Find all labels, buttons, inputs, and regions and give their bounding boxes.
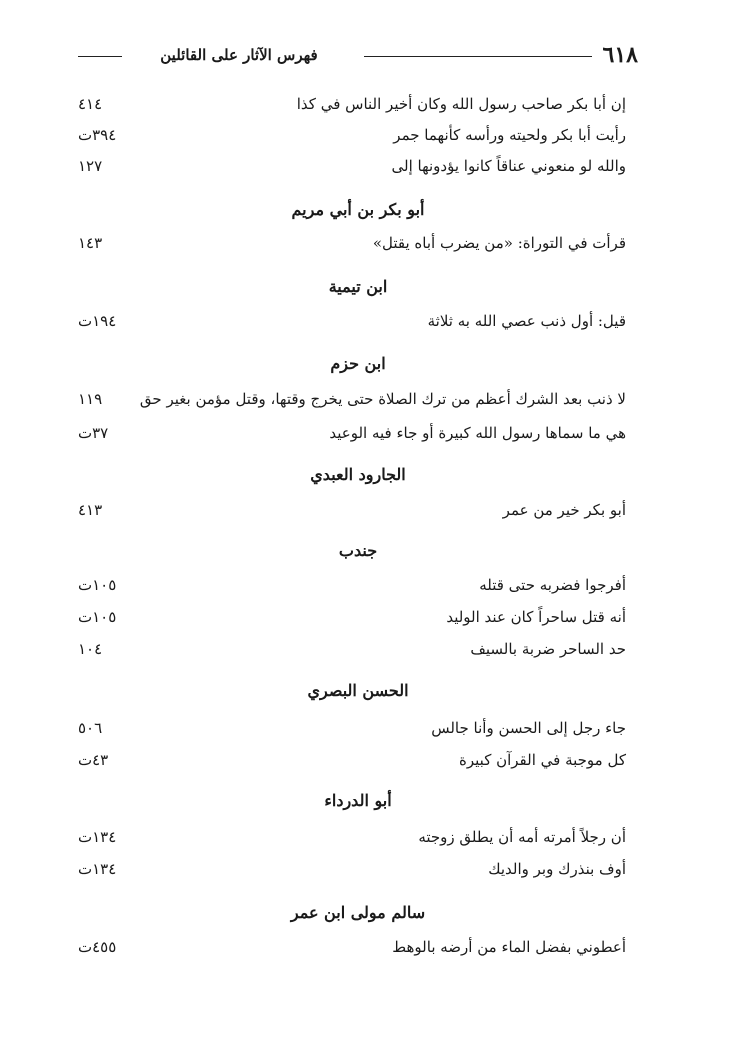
entry-text: أعطوني بفضل الماء من أرضه بالوهط <box>392 938 626 956</box>
index-entry <box>78 932 626 962</box>
speaker-heading: ابن حزم <box>330 354 386 373</box>
index-entry <box>78 120 626 150</box>
speaker-heading: سالم مولى ابن عمر <box>290 903 426 922</box>
entry-page-ref: ١٢٧ <box>78 157 103 175</box>
index-entry <box>78 745 626 775</box>
entry-page-ref: ١١٩ <box>78 390 103 408</box>
entry-page-ref: ١٣٤ت <box>78 828 117 846</box>
entry-text: هي ما سماها رسول الله كبيرة أو جاء فيه الوعيد <box>329 424 626 442</box>
entry-text: قيل: أول ذنب عصي الله به ثلاثة <box>427 312 626 330</box>
speaker-heading: أبو الدرداء <box>324 791 392 810</box>
header-rule-left <box>78 56 122 57</box>
index-entry <box>78 854 626 884</box>
header-rule-right <box>364 56 592 57</box>
entry-page-ref: ٣٩٤ت <box>78 126 117 144</box>
speaker-heading: أبو بكر بن أبي مريم <box>291 200 425 219</box>
index-entry <box>78 384 626 414</box>
entry-text: لا ذنب بعد الشرك أعظم من ترك الصلاة حتى يخرج وقتها، وقتل مؤمن بغير حق <box>139 390 626 408</box>
speaker-heading: الحسن البصري <box>307 681 409 700</box>
index-entry <box>78 89 626 119</box>
entry-text: جاء رجل إلى الحسن وأنا جالس <box>431 719 626 737</box>
index-entry <box>78 570 626 600</box>
entry-text: أن رجلاً أمرته أمه أن يطلق زوجته <box>418 828 626 846</box>
entry-text: أفرجوا فضربه حتى قتله <box>479 576 626 594</box>
index-entry <box>78 822 626 852</box>
entry-page-ref: ١٩٤ت <box>78 312 117 330</box>
speaker-heading: الجارود العبدي <box>310 465 406 484</box>
index-entry <box>78 713 626 743</box>
entry-text: أوف بنذرك وبر والديك <box>488 860 626 878</box>
entry-text: رأيت أبا بكر ولحيته ورأسه كأنهما جمر <box>393 126 626 144</box>
index-entry <box>78 495 626 525</box>
index-entry <box>78 228 626 258</box>
index-entry <box>78 418 626 448</box>
entry-text: قرأت في التوراة: «من يضرب أباه يقتل» <box>372 234 626 252</box>
page-header <box>78 40 638 70</box>
entry-page-ref: ٤١٣ <box>78 501 103 519</box>
entry-page-ref: ٤١٤ <box>78 95 103 113</box>
entry-text: كل موجبة في القرآن كبيرة <box>459 751 626 769</box>
entry-text: أبو بكر خير من عمر <box>502 501 626 519</box>
entry-page-ref: ٣٧ت <box>78 424 109 442</box>
index-entry <box>78 306 626 336</box>
entry-page-ref: ١٣٤ت <box>78 860 117 878</box>
index-entry <box>78 151 626 181</box>
index-entry <box>78 602 626 632</box>
entry-page-ref: ٤٣ت <box>78 751 109 769</box>
entry-text: أنه قتل ساحراً كان عند الوليد <box>446 608 626 626</box>
entry-page-ref: ١٠٤ <box>78 640 103 658</box>
entry-text: حد الساحر ضربة بالسيف <box>470 640 626 658</box>
running-title: فهرس الآثار على القائلين <box>160 46 318 64</box>
entry-text: والله لو منعوني عناقاً كانوا يؤدونها إلى <box>391 157 626 175</box>
entry-page-ref: ١٠٥ت <box>78 608 117 626</box>
entry-text: إن أبا بكر صاحب رسول الله وكان أخير الناس في كذا <box>296 95 626 113</box>
entry-page-ref: ٤٥٥ت <box>78 938 117 956</box>
speaker-heading: جندب <box>338 541 378 560</box>
speaker-heading: ابن تيمية <box>328 277 388 296</box>
entry-page-ref: ١٤٣ <box>78 234 103 252</box>
entry-page-ref: ١٠٥ت <box>78 576 117 594</box>
page-number: ٦١٨ <box>602 42 638 68</box>
entry-page-ref: ٥٠٦ <box>78 719 103 737</box>
index-entry <box>78 634 626 664</box>
